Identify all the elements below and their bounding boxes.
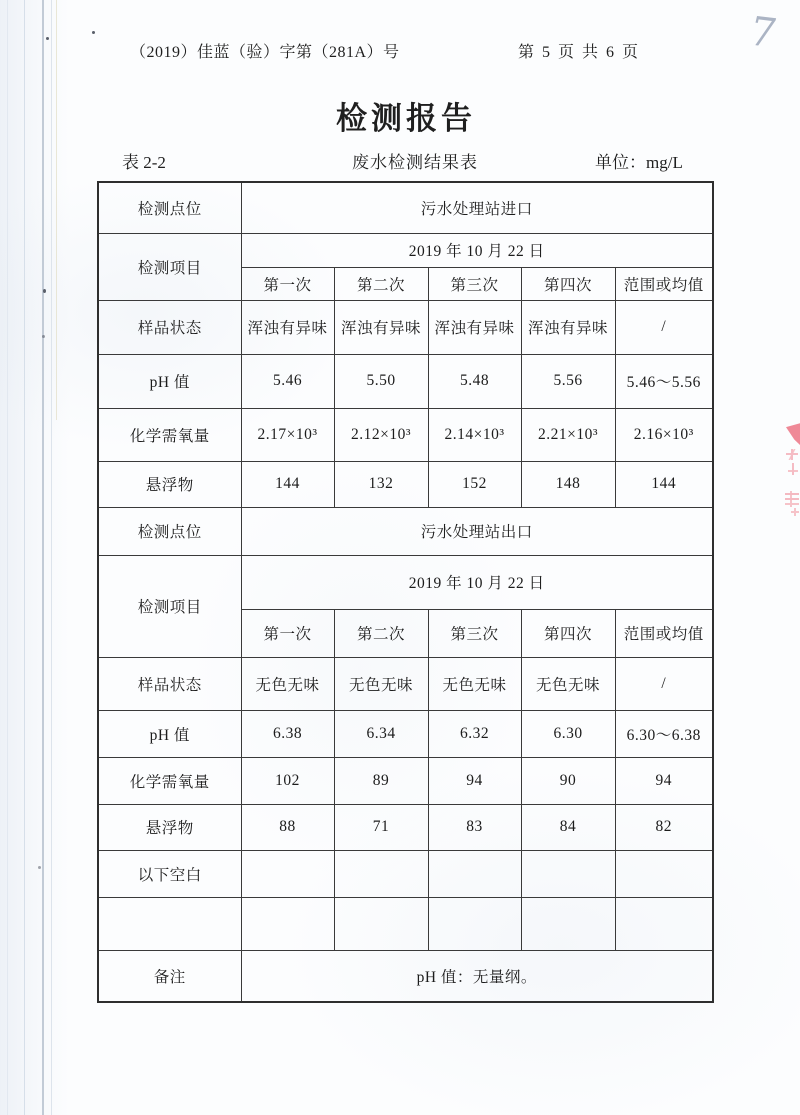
table-row [98, 897, 713, 950]
row-label-cell: 化学需氧量 [98, 408, 241, 461]
column-header-cell: 第四次 [521, 609, 615, 657]
wastewater-results-table [97, 181, 714, 1003]
page-number-info: 第 5 页 共 6 页 [518, 44, 641, 61]
column-header-cell: 第三次 [428, 267, 521, 300]
column-header-cell: 第二次 [334, 267, 428, 300]
value-cell: 5.50 [334, 354, 428, 408]
table-row [98, 182, 713, 233]
table-row [98, 757, 713, 804]
table-title: 废水检测结果表 [352, 153, 478, 172]
row-label-cell: 检测点位 [98, 182, 241, 233]
document-number: （2019）佳蓝（验）字第（281A）号 [130, 44, 400, 61]
row-label-cell: 备注 [98, 950, 241, 1002]
empty-cell [615, 897, 713, 950]
red-stamp-fragment [786, 423, 800, 446]
value-cell: / [615, 657, 713, 710]
table-number-label: 表 2-2 [122, 153, 166, 172]
value-cell: 2.14×10³ [428, 408, 521, 461]
row-label-cell: 检测点位 [98, 507, 241, 555]
value-cell: 2.17×10³ [241, 408, 334, 461]
value-cell: 无色无味 [428, 657, 521, 710]
value-cell: 132 [334, 461, 428, 507]
value-cell: 102 [241, 757, 334, 804]
column-header-cell: 范围或均值 [615, 609, 713, 657]
table-caption-row [0, 148, 800, 172]
value-cell: 94 [428, 757, 521, 804]
handwritten-page-mark: 7 [744, 8, 781, 58]
value-cell: 2.16×10³ [615, 408, 713, 461]
value-cell: 144 [615, 461, 713, 507]
value-cell: 6.30 [521, 710, 615, 757]
page-edge-line [56, 0, 57, 420]
row-label-cell: pH 值 [98, 354, 241, 408]
empty-cell [428, 850, 521, 897]
table-row [98, 804, 713, 850]
red-stamp-fragment [786, 449, 798, 460]
value-cell: 浑浊有异味 [334, 300, 428, 354]
column-header-cell: 第四次 [521, 267, 615, 300]
table-row [98, 850, 713, 897]
table-row [98, 710, 713, 757]
value-cell: 5.48 [428, 354, 521, 408]
table-row [98, 507, 713, 555]
value-cell: 88 [241, 804, 334, 850]
value-cell: 82 [615, 804, 713, 850]
report-title: 检测报告 [336, 101, 476, 136]
value-cell: 无色无味 [521, 657, 615, 710]
monitoring-point-cell: 污水处理站进口 [241, 182, 713, 233]
value-cell: 89 [334, 757, 428, 804]
column-header-cell: 第三次 [428, 609, 521, 657]
monitoring-point-cell: 污水处理站出口 [241, 507, 713, 555]
row-label-cell: 样品状态 [98, 657, 241, 710]
value-cell: 6.38 [241, 710, 334, 757]
table-row [98, 300, 713, 354]
value-cell: 144 [241, 461, 334, 507]
table-row [98, 354, 713, 408]
row-label-cell: 以下空白 [98, 850, 241, 897]
remark-text-cell: pH 值：无量纲。 [241, 950, 713, 1002]
empty-cell [615, 850, 713, 897]
table-row [98, 408, 713, 461]
red-stamp-fragment [791, 508, 799, 516]
scan-speck [43, 289, 46, 293]
value-cell: 2.12×10³ [334, 408, 428, 461]
empty-cell [521, 850, 615, 897]
value-cell: 无色无味 [334, 657, 428, 710]
table-row [98, 461, 713, 507]
empty-cell [241, 897, 334, 950]
table-row [98, 233, 713, 267]
value-cell: 152 [428, 461, 521, 507]
value-cell: 浑浊有异味 [241, 300, 334, 354]
value-cell: 148 [521, 461, 615, 507]
empty-cell [98, 897, 241, 950]
value-cell: 5.46 [241, 354, 334, 408]
value-cell: 5.46～5.56 [615, 354, 713, 408]
date-cell: 2019 年 10 月 22 日 [241, 233, 713, 267]
value-cell: / [615, 300, 713, 354]
empty-cell [334, 897, 428, 950]
value-cell: 83 [428, 804, 521, 850]
value-cell: 6.34 [334, 710, 428, 757]
column-header-cell: 第二次 [334, 609, 428, 657]
scan-speck [42, 335, 45, 338]
column-header-cell: 第一次 [241, 267, 334, 300]
empty-cell [241, 850, 334, 897]
value-cell: 6.32 [428, 710, 521, 757]
empty-cell [428, 897, 521, 950]
row-label-cell: 检测项目 [98, 233, 241, 300]
empty-cell [334, 850, 428, 897]
scan-speck [92, 31, 95, 34]
red-stamp-fragment [788, 463, 798, 475]
value-cell: 5.56 [521, 354, 615, 408]
value-cell: 94 [615, 757, 713, 804]
scan-speck [38, 866, 41, 869]
table-row [98, 555, 713, 609]
scan-speck [46, 37, 49, 40]
unit-label: 单位：mg/L [595, 153, 683, 172]
value-cell: 6.30～6.38 [615, 710, 713, 757]
row-label-cell: 样品状态 [98, 300, 241, 354]
column-header-cell: 第一次 [241, 609, 334, 657]
table-row [98, 950, 713, 1002]
row-label-cell: 悬浮物 [98, 461, 241, 507]
row-label-cell: 悬浮物 [98, 804, 241, 850]
row-label-cell: 化学需氧量 [98, 757, 241, 804]
column-header-cell: 范围或均值 [615, 267, 713, 300]
row-label-cell: 检测项目 [98, 555, 241, 657]
table-row [98, 657, 713, 710]
row-label-cell: pH 值 [98, 710, 241, 757]
value-cell: 无色无味 [241, 657, 334, 710]
value-cell: 2.21×10³ [521, 408, 615, 461]
date-cell: 2019 年 10 月 22 日 [241, 555, 713, 609]
value-cell: 浑浊有异味 [428, 300, 521, 354]
value-cell: 84 [521, 804, 615, 850]
value-cell: 90 [521, 757, 615, 804]
red-stamp-fragment [785, 491, 799, 507]
empty-cell [521, 897, 615, 950]
value-cell: 浑浊有异味 [521, 300, 615, 354]
value-cell: 71 [334, 804, 428, 850]
